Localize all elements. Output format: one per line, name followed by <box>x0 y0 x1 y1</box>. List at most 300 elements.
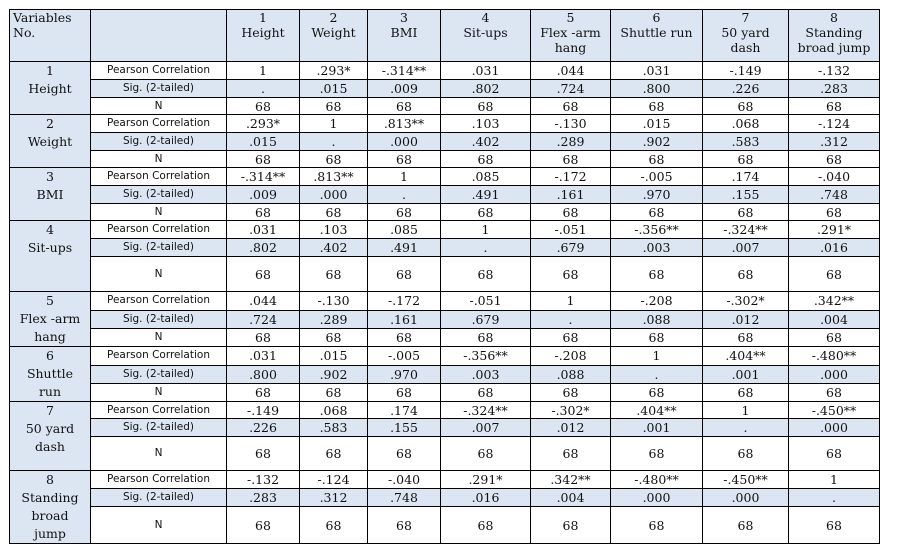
value-cell: 68 <box>531 151 611 168</box>
value-cell: 68 <box>300 151 368 168</box>
value-cell: .813** <box>300 168 368 186</box>
value-cell: 68 <box>441 98 531 115</box>
value-cell: .724 <box>227 310 300 329</box>
value-cell: -.172 <box>368 292 441 311</box>
value-cell: .902 <box>611 133 703 151</box>
value-cell: 68 <box>703 329 789 347</box>
column-label: BMI <box>390 25 418 40</box>
column-label: Shuttle run <box>620 25 693 40</box>
value-cell: .226 <box>703 80 789 98</box>
variable-name: Weight <box>27 134 73 149</box>
value-cell: .679 <box>441 310 531 329</box>
value-cell: 68 <box>531 507 611 544</box>
value-cell: -.356** <box>441 347 531 366</box>
value-cell: -.314** <box>227 168 300 186</box>
variable-number: 5 <box>46 293 54 308</box>
value-cell: .015 <box>300 80 368 98</box>
value-cell: 68 <box>789 384 880 402</box>
value-cell: .902 <box>300 365 368 384</box>
value-cell: 68 <box>300 329 368 347</box>
value-cell: .003 <box>441 365 531 384</box>
sig-2-tailed-row <box>10 239 880 257</box>
value-cell: 68 <box>368 151 441 168</box>
value-cell: .068 <box>300 402 368 419</box>
value-cell: .031 <box>227 221 300 239</box>
value-cell: 68 <box>227 257 300 292</box>
value-cell: .283 <box>227 489 300 507</box>
value-cell: -.302* <box>531 402 611 419</box>
value-cell: 68 <box>227 98 300 115</box>
value-cell: .003 <box>611 239 703 257</box>
stat-label: N <box>91 204 227 221</box>
value-cell: .289 <box>300 310 368 329</box>
value-cell: .004 <box>531 489 611 507</box>
value-cell: -.005 <box>368 347 441 366</box>
value-cell: 68 <box>531 204 611 221</box>
stat-label: N <box>91 329 227 347</box>
column-number: 1 <box>259 10 267 25</box>
value-cell: -.040 <box>368 471 441 489</box>
value-cell: 68 <box>300 98 368 115</box>
value-cell: -.208 <box>531 347 611 366</box>
value-cell: . <box>227 80 300 98</box>
stat-label: Sig. (2-tailed) <box>91 489 227 507</box>
value-cell: .283 <box>789 80 880 98</box>
column-number: 3 <box>400 10 408 25</box>
value-cell: -.324** <box>441 402 531 419</box>
value-cell: .402 <box>300 239 368 257</box>
value-cell: -.172 <box>531 168 611 186</box>
value-cell: .404** <box>611 402 703 419</box>
stat-label: Sig. (2-tailed) <box>91 365 227 384</box>
value-cell: 68 <box>789 437 880 471</box>
value-cell: 68 <box>611 151 703 168</box>
variable-label-cell <box>10 221 91 292</box>
value-cell: 68 <box>368 437 441 471</box>
value-cell: .679 <box>531 239 611 257</box>
variable-name: Standing <box>21 490 79 505</box>
value-cell: .724 <box>531 80 611 98</box>
variable-number: 1 <box>46 63 54 78</box>
value-cell: .800 <box>611 80 703 98</box>
value-cell: -.132 <box>789 62 880 80</box>
column-header <box>227 10 300 62</box>
value-cell: -.130 <box>300 292 368 311</box>
value-cell: 68 <box>368 329 441 347</box>
value-cell: .970 <box>611 186 703 204</box>
value-cell: -.480** <box>611 471 703 489</box>
variable-label-cell <box>10 402 91 471</box>
value-cell: 68 <box>611 204 703 221</box>
sig-2-tailed-row <box>10 310 880 329</box>
header-row <box>10 10 880 62</box>
stat-label: Pearson Correlation <box>91 292 227 311</box>
value-cell: 68 <box>368 384 441 402</box>
column-header <box>703 10 789 62</box>
value-cell: 68 <box>703 437 789 471</box>
value-cell: .009 <box>368 80 441 98</box>
pearson-correlation-row <box>10 292 880 311</box>
value-cell: .748 <box>368 489 441 507</box>
value-cell: -.208 <box>611 292 703 311</box>
column-number: 7 <box>741 10 750 25</box>
column-number: 6 <box>652 10 661 25</box>
stat-label: N <box>91 437 227 471</box>
variable-name: jump <box>34 526 66 541</box>
stat-label: Sig. (2-tailed) <box>91 186 227 204</box>
variable-name: 50 yard <box>25 421 75 436</box>
value-cell: . <box>703 419 789 437</box>
column-label: dash <box>730 40 761 55</box>
value-cell: -.130 <box>531 115 611 133</box>
value-cell: . <box>368 186 441 204</box>
value-cell: 68 <box>441 507 531 544</box>
value-cell: 1 <box>611 347 703 366</box>
value-cell: .085 <box>441 168 531 186</box>
value-cell: -.132 <box>227 471 300 489</box>
value-cell: .802 <box>441 80 531 98</box>
value-cell: .012 <box>703 310 789 329</box>
value-cell: -.149 <box>703 62 789 80</box>
value-cell: .004 <box>789 310 880 329</box>
value-cell: 68 <box>703 507 789 544</box>
variable-label-cell <box>10 168 91 221</box>
value-cell: . <box>300 133 368 151</box>
column-header <box>531 10 611 62</box>
value-cell: .289 <box>531 133 611 151</box>
value-cell: -.314** <box>368 62 441 80</box>
value-cell: .291* <box>441 471 531 489</box>
value-cell: .155 <box>703 186 789 204</box>
column-label: Standing <box>805 25 863 40</box>
value-cell: .031 <box>611 62 703 80</box>
value-cell: .312 <box>300 489 368 507</box>
value-cell: .015 <box>300 347 368 366</box>
value-cell: 68 <box>227 329 300 347</box>
value-cell: .031 <box>441 62 531 80</box>
column-number: 8 <box>830 10 838 25</box>
column-header <box>368 10 441 62</box>
variable-number: 6 <box>46 348 54 363</box>
value-cell: .000 <box>789 419 880 437</box>
value-cell: 68 <box>531 384 611 402</box>
variable-number: 7 <box>46 403 54 418</box>
value-cell: .491 <box>441 186 531 204</box>
value-cell: -.149 <box>227 402 300 419</box>
value-cell: 1 <box>368 168 441 186</box>
value-cell: .291* <box>789 221 880 239</box>
variable-name: Shuttle <box>26 366 74 381</box>
column-label: broad jump <box>797 40 871 55</box>
value-cell: . <box>789 489 880 507</box>
value-cell: .293* <box>227 115 300 133</box>
variable-number: 8 <box>46 472 54 487</box>
variable-name: run <box>38 384 62 399</box>
value-cell: .044 <box>531 62 611 80</box>
value-cell: 68 <box>611 507 703 544</box>
value-cell: -.302* <box>703 292 789 311</box>
value-cell: .088 <box>531 365 611 384</box>
stat-label: Pearson Correlation <box>91 221 227 239</box>
value-cell: 68 <box>703 98 789 115</box>
value-cell: .293* <box>300 62 368 80</box>
value-cell: . <box>611 365 703 384</box>
variable-name: Height <box>28 81 72 96</box>
value-cell: 68 <box>789 507 880 544</box>
variable-number: 3 <box>46 169 54 184</box>
value-cell: .007 <box>441 419 531 437</box>
value-cell: 68 <box>531 329 611 347</box>
variable-label-cell <box>10 62 91 115</box>
corner-label-line: No. <box>13 25 36 40</box>
value-cell: -.051 <box>441 292 531 311</box>
variable-name: Flex -arm <box>19 311 81 326</box>
value-cell: 68 <box>611 257 703 292</box>
value-cell: 68 <box>368 507 441 544</box>
stat-label: N <box>91 507 227 544</box>
pearson-correlation-row <box>10 221 880 239</box>
sig-2-tailed-row <box>10 80 880 98</box>
value-cell: .226 <box>227 419 300 437</box>
value-cell: 1 <box>300 115 368 133</box>
stat-label: Sig. (2-tailed) <box>91 80 227 98</box>
value-cell: .161 <box>368 310 441 329</box>
variable-number: 4 <box>46 222 54 237</box>
stat-label-header <box>91 10 227 62</box>
value-cell: 68 <box>703 384 789 402</box>
value-cell: -.040 <box>789 168 880 186</box>
corner-label-line: Variables <box>13 10 72 25</box>
column-number: 4 <box>481 10 490 25</box>
n-row <box>10 384 880 402</box>
value-cell: .103 <box>300 221 368 239</box>
value-cell: .583 <box>300 419 368 437</box>
value-cell: 68 <box>611 384 703 402</box>
sig-2-tailed-row <box>10 419 880 437</box>
value-cell: 68 <box>300 507 368 544</box>
value-cell: 68 <box>300 437 368 471</box>
variable-label-cell <box>10 471 91 544</box>
value-cell: 68 <box>441 437 531 471</box>
value-cell: -.324** <box>703 221 789 239</box>
n-row <box>10 151 880 168</box>
value-cell: 1 <box>789 471 880 489</box>
value-cell: -.124 <box>300 471 368 489</box>
value-cell: .748 <box>789 186 880 204</box>
value-cell: 1 <box>531 292 611 311</box>
value-cell: 68 <box>368 204 441 221</box>
sig-2-tailed-row <box>10 489 880 507</box>
value-cell: .174 <box>703 168 789 186</box>
column-label: 50 yard <box>721 25 770 40</box>
value-cell: .000 <box>368 133 441 151</box>
stat-label: Pearson Correlation <box>91 471 227 489</box>
stat-label: Sig. (2-tailed) <box>91 133 227 151</box>
value-cell: .312 <box>789 133 880 151</box>
value-cell: . <box>441 239 531 257</box>
column-header <box>611 10 703 62</box>
value-cell: 68 <box>368 257 441 292</box>
value-cell: .802 <box>227 239 300 257</box>
variable-name: Sit-ups <box>27 240 73 255</box>
stat-label: N <box>91 151 227 168</box>
value-cell: -.450** <box>789 402 880 419</box>
value-cell: .583 <box>703 133 789 151</box>
pearson-correlation-row <box>10 347 880 366</box>
stat-label: N <box>91 257 227 292</box>
value-cell: 68 <box>531 257 611 292</box>
variable-number: 2 <box>46 116 54 131</box>
n-row <box>10 329 880 347</box>
correlation-table <box>9 9 880 544</box>
value-cell: 1 <box>703 402 789 419</box>
stat-label: N <box>91 98 227 115</box>
variables-no-header <box>10 10 91 62</box>
value-cell: .342** <box>789 292 880 311</box>
value-cell: .103 <box>441 115 531 133</box>
stat-label: Sig. (2-tailed) <box>91 310 227 329</box>
value-cell: 68 <box>789 257 880 292</box>
variable-name: hang <box>34 329 66 344</box>
value-cell: .000 <box>300 186 368 204</box>
value-cell: 68 <box>441 384 531 402</box>
column-label: Flex -arm <box>540 25 601 40</box>
n-row <box>10 257 880 292</box>
value-cell: .402 <box>441 133 531 151</box>
value-cell: -.124 <box>789 115 880 133</box>
n-row <box>10 437 880 471</box>
value-cell: 68 <box>703 204 789 221</box>
value-cell: 68 <box>227 507 300 544</box>
value-cell: .813** <box>368 115 441 133</box>
column-header <box>300 10 368 62</box>
value-cell: .044 <box>227 292 300 311</box>
column-number: 5 <box>566 10 575 25</box>
stat-label: N <box>91 384 227 402</box>
column-label: Height <box>241 25 285 40</box>
value-cell: .404** <box>703 347 789 366</box>
value-cell: .085 <box>368 221 441 239</box>
value-cell: 68 <box>368 98 441 115</box>
value-cell: 68 <box>703 257 789 292</box>
value-cell: 1 <box>441 221 531 239</box>
pearson-correlation-row <box>10 471 880 489</box>
value-cell: -.480** <box>789 347 880 366</box>
stat-label: Pearson Correlation <box>91 347 227 366</box>
column-header <box>789 10 880 62</box>
stat-label: Pearson Correlation <box>91 402 227 419</box>
value-cell: 68 <box>789 204 880 221</box>
value-cell: .015 <box>227 133 300 151</box>
pearson-correlation-row <box>10 115 880 133</box>
value-cell: 68 <box>789 329 880 347</box>
value-cell: 68 <box>227 384 300 402</box>
value-cell: 68 <box>441 204 531 221</box>
column-number: 2 <box>329 10 338 25</box>
value-cell: .161 <box>531 186 611 204</box>
value-cell: 68 <box>531 437 611 471</box>
value-cell: 68 <box>789 98 880 115</box>
value-cell: .174 <box>368 402 441 419</box>
value-cell: .491 <box>368 239 441 257</box>
sig-2-tailed-row <box>10 133 880 151</box>
value-cell: .012 <box>531 419 611 437</box>
value-cell: .007 <box>703 239 789 257</box>
value-cell: .155 <box>368 419 441 437</box>
value-cell: .000 <box>703 489 789 507</box>
variable-label-cell <box>10 292 91 347</box>
value-cell: .342** <box>531 471 611 489</box>
variable-name: broad <box>31 508 69 523</box>
n-row <box>10 98 880 115</box>
value-cell: .015 <box>611 115 703 133</box>
stat-label: Pearson Correlation <box>91 168 227 186</box>
column-label: Sit-ups <box>463 25 508 40</box>
value-cell: -.005 <box>611 168 703 186</box>
value-cell: .970 <box>368 365 441 384</box>
value-cell: .016 <box>789 239 880 257</box>
value-cell: -.450** <box>703 471 789 489</box>
sig-2-tailed-row <box>10 365 880 384</box>
value-cell: 68 <box>789 151 880 168</box>
value-cell: .016 <box>441 489 531 507</box>
value-cell: 68 <box>300 204 368 221</box>
value-cell: -.356** <box>611 221 703 239</box>
sig-2-tailed-row <box>10 186 880 204</box>
stat-label: Pearson Correlation <box>91 62 227 80</box>
value-cell: 68 <box>300 384 368 402</box>
value-cell: 68 <box>611 437 703 471</box>
pearson-correlation-row <box>10 168 880 186</box>
value-cell: .068 <box>703 115 789 133</box>
value-cell: 68 <box>611 329 703 347</box>
value-cell: 68 <box>441 257 531 292</box>
value-cell: 68 <box>227 437 300 471</box>
stat-label: Sig. (2-tailed) <box>91 239 227 257</box>
value-cell: .001 <box>611 419 703 437</box>
column-label: hang <box>554 40 587 55</box>
value-cell: 68 <box>441 151 531 168</box>
pearson-correlation-row <box>10 62 880 80</box>
stat-label: Pearson Correlation <box>91 115 227 133</box>
pearson-correlation-row <box>10 402 880 419</box>
value-cell: 68 <box>703 151 789 168</box>
value-cell: 68 <box>300 257 368 292</box>
n-row <box>10 507 880 544</box>
value-cell: 68 <box>531 98 611 115</box>
value-cell: -.051 <box>531 221 611 239</box>
value-cell: .031 <box>227 347 300 366</box>
variable-name: BMI <box>36 187 64 202</box>
value-cell: . <box>531 310 611 329</box>
stat-label: Sig. (2-tailed) <box>91 419 227 437</box>
value-cell: 68 <box>227 204 300 221</box>
value-cell: .001 <box>703 365 789 384</box>
value-cell: 68 <box>611 98 703 115</box>
variable-name: dash <box>35 439 65 454</box>
value-cell: .000 <box>611 489 703 507</box>
column-label: Weight <box>311 25 356 40</box>
value-cell: .009 <box>227 186 300 204</box>
value-cell: .800 <box>227 365 300 384</box>
value-cell: .000 <box>789 365 880 384</box>
value-cell: .088 <box>611 310 703 329</box>
value-cell: 68 <box>227 151 300 168</box>
variable-label-cell <box>10 115 91 168</box>
value-cell: 68 <box>441 329 531 347</box>
value-cell: 1 <box>227 62 300 80</box>
variable-label-cell <box>10 347 91 402</box>
